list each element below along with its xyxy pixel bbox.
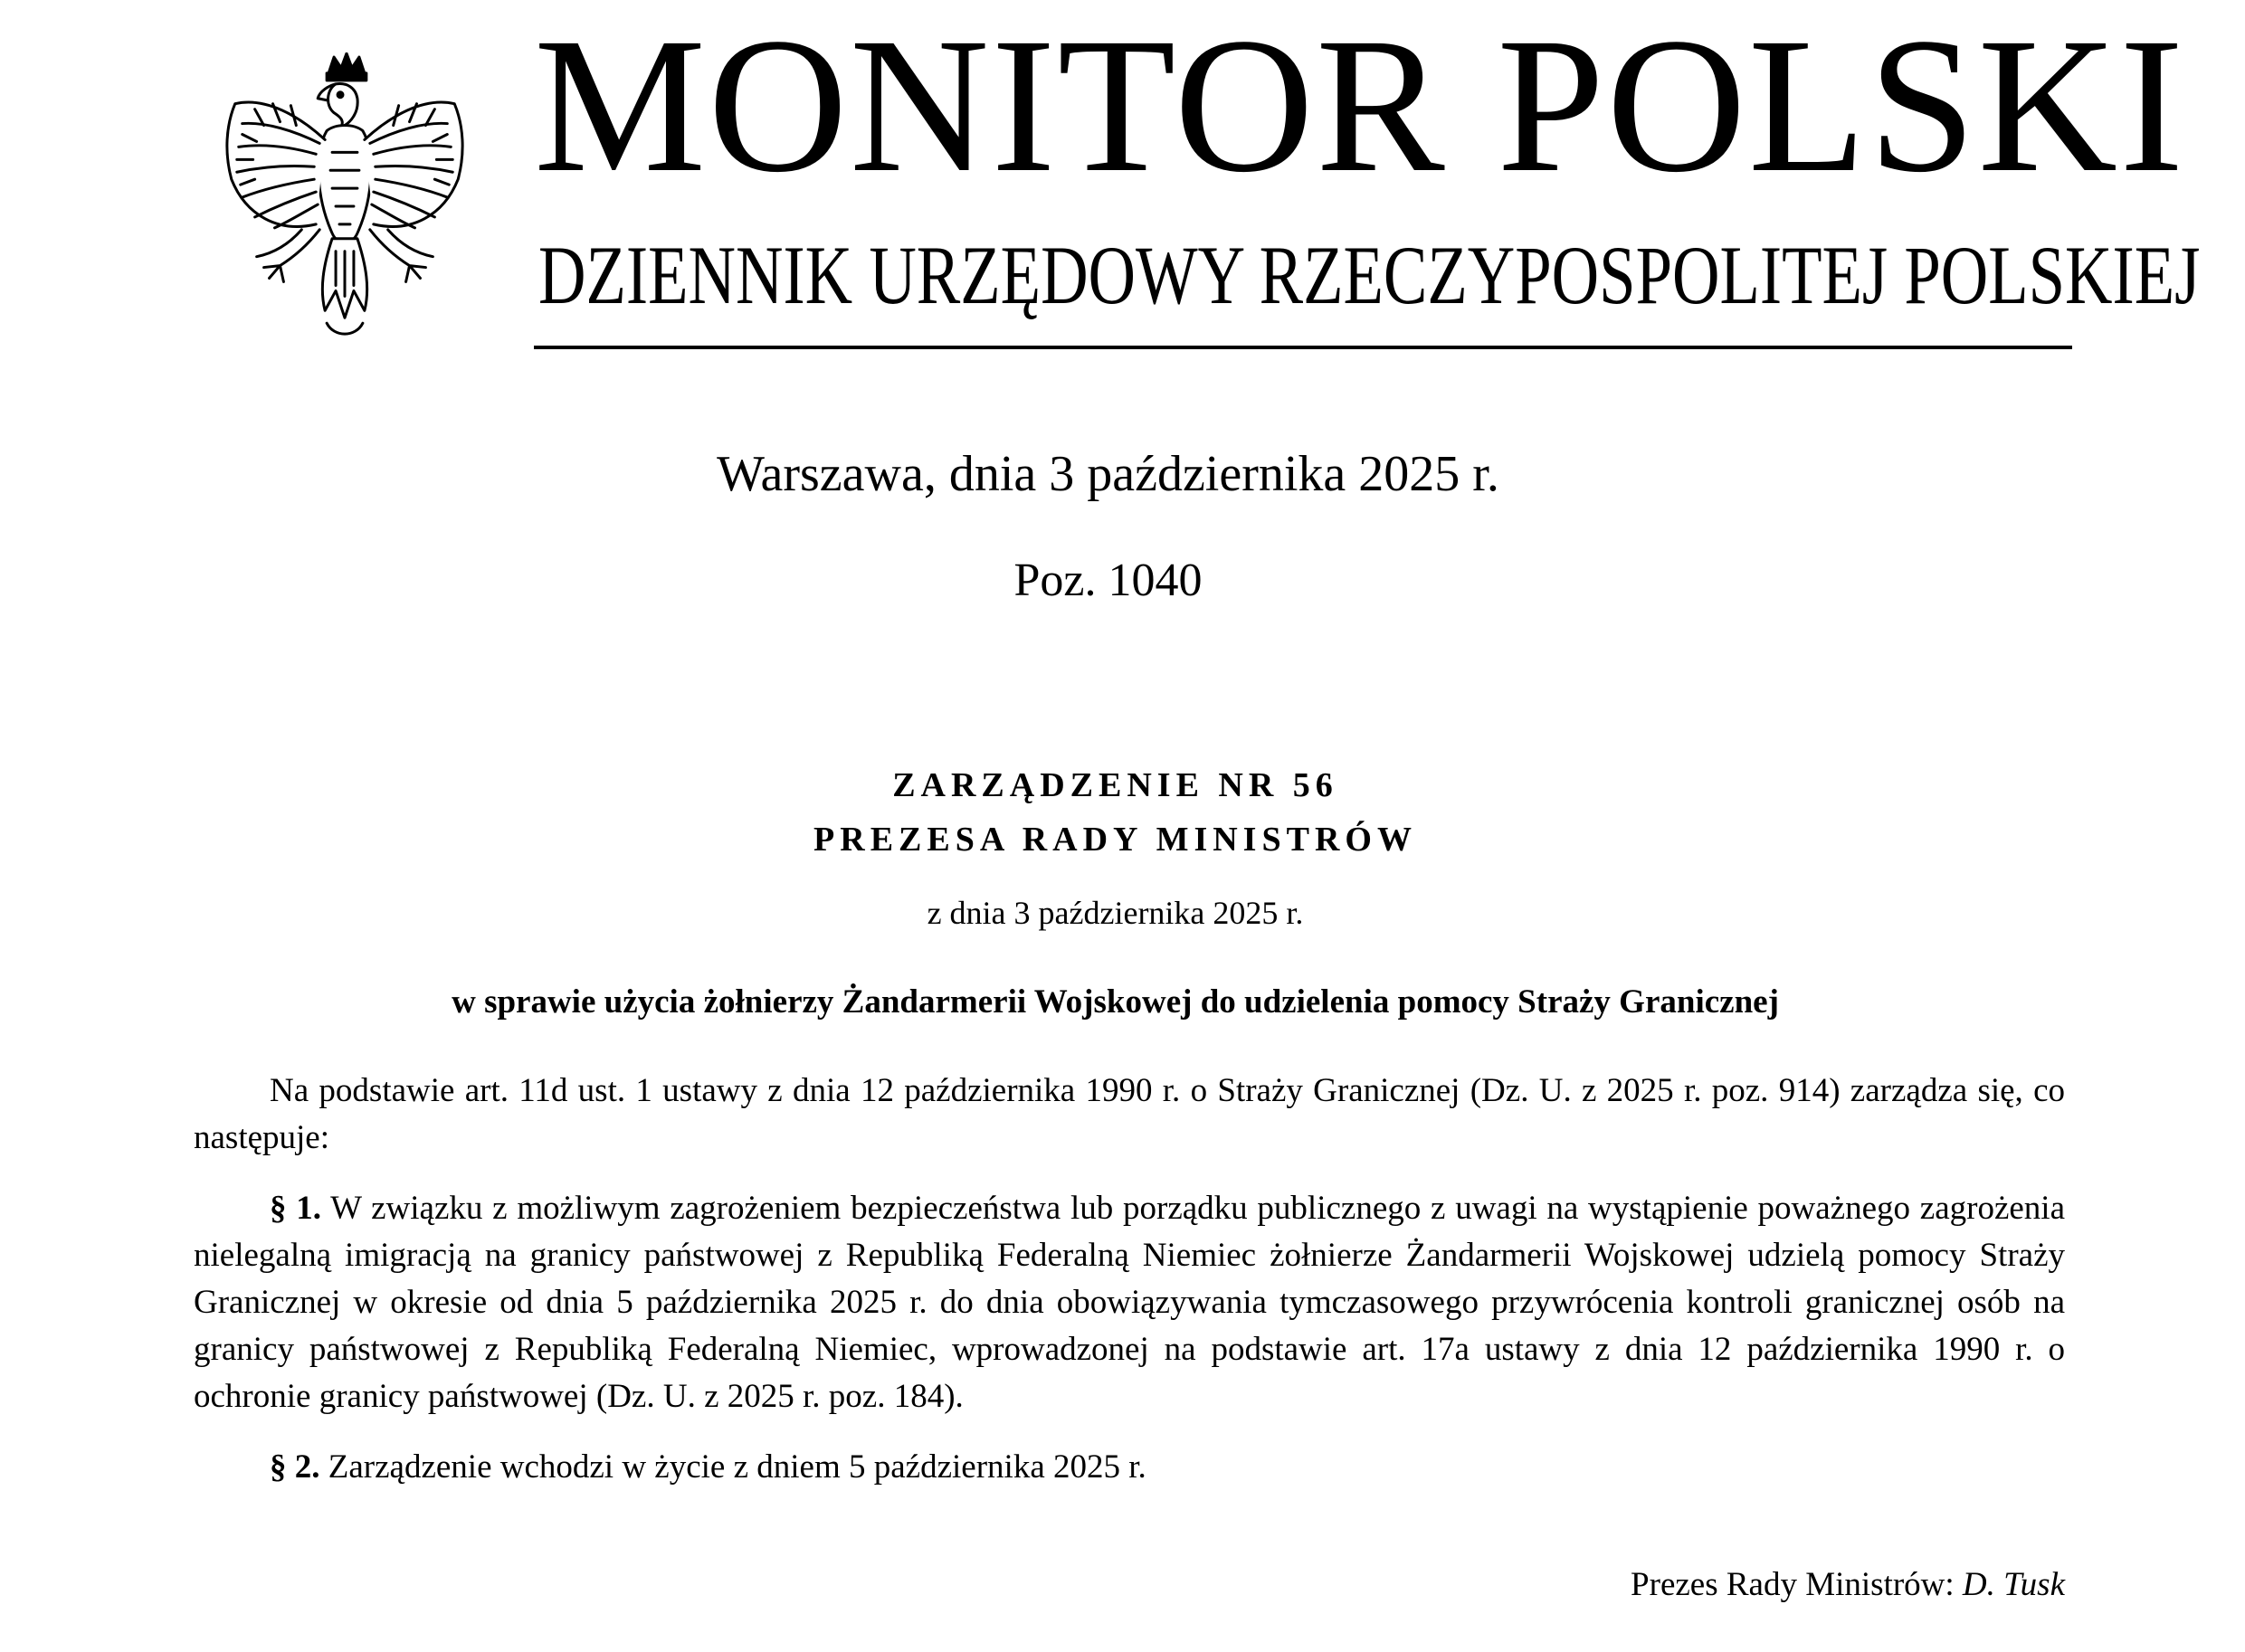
decree-title: ZARZĄDZENIE NR 56 — [892, 766, 1338, 804]
section-1-text: W związku z możliwym zagrożeniem bezpieczeństwa lub porządku publicznego z uwagi na wystąpienie poważnego zagrożenia nielegalną imigracją na granicy państwowej z Republiką Federalną Niemiec żołnierze Żandarmerii Wojskowej udzielą pomocy Straży Granicznej w okresie od dnia 5 października 2025 r. do dnia obowiązywania tymczasowego przywrócenia kontroli granicznej osób na granicy państwowej z Republiką Federalną Niemiec, wprowadzonej na podstawie art. 17a ustawy z dnia 12 października 1990 r. o ochronie granicy państwowej (Dz. U. z 2025 r. poz. 184). — [194, 1190, 2065, 1415]
section-2-paragraph — [194, 1444, 2065, 1491]
decree-subject: w sprawie użycia żołnierzy Żandarmerii Wojskowej do udzielenia pomocy Straży Granicznej — [452, 983, 1779, 1021]
masthead-divider — [534, 346, 2072, 349]
position-number: Poz. 1040 — [1013, 555, 1203, 606]
section-2-mark: § 2. — [270, 1448, 320, 1486]
polish-eagle-icon — [201, 52, 489, 360]
legal-basis-text: Na podstawie art. 11d ust. 1 ustawy z dnia 12 października 1990 r. o Straży Granicznej (Dz. U. z 2025 r. poz. 914) zarządza się, co następuje: — [194, 1072, 2065, 1156]
section-1-paragraph — [194, 1185, 2065, 1420]
issue-date: Warszawa, dnia 3 października 2025 r. — [717, 446, 1499, 502]
masthead-title: MONITOR POLSKI — [534, 0, 2186, 213]
legal-basis-paragraph — [194, 1068, 2065, 1162]
decree-authority: PREZESA RADY MINISTRÓW — [813, 821, 1417, 859]
section-2-text: Zarządzenie wchodzi w życie z dniem 5 października 2025 r. — [328, 1448, 1146, 1486]
section-1-mark: § 1. — [270, 1190, 322, 1227]
signature-label: Prezes Rady Ministrów: — [1631, 1566, 1955, 1603]
signature — [1631, 1565, 2065, 1604]
masthead-subtitle: DZIENNIK URZĘDOWY RZECZYPOSPOLITEJ POLSKIEJ — [538, 229, 2201, 321]
decree-date: z dnia 3 października 2025 r. — [927, 895, 1304, 931]
signature-name: D. Tusk — [1962, 1566, 2065, 1603]
